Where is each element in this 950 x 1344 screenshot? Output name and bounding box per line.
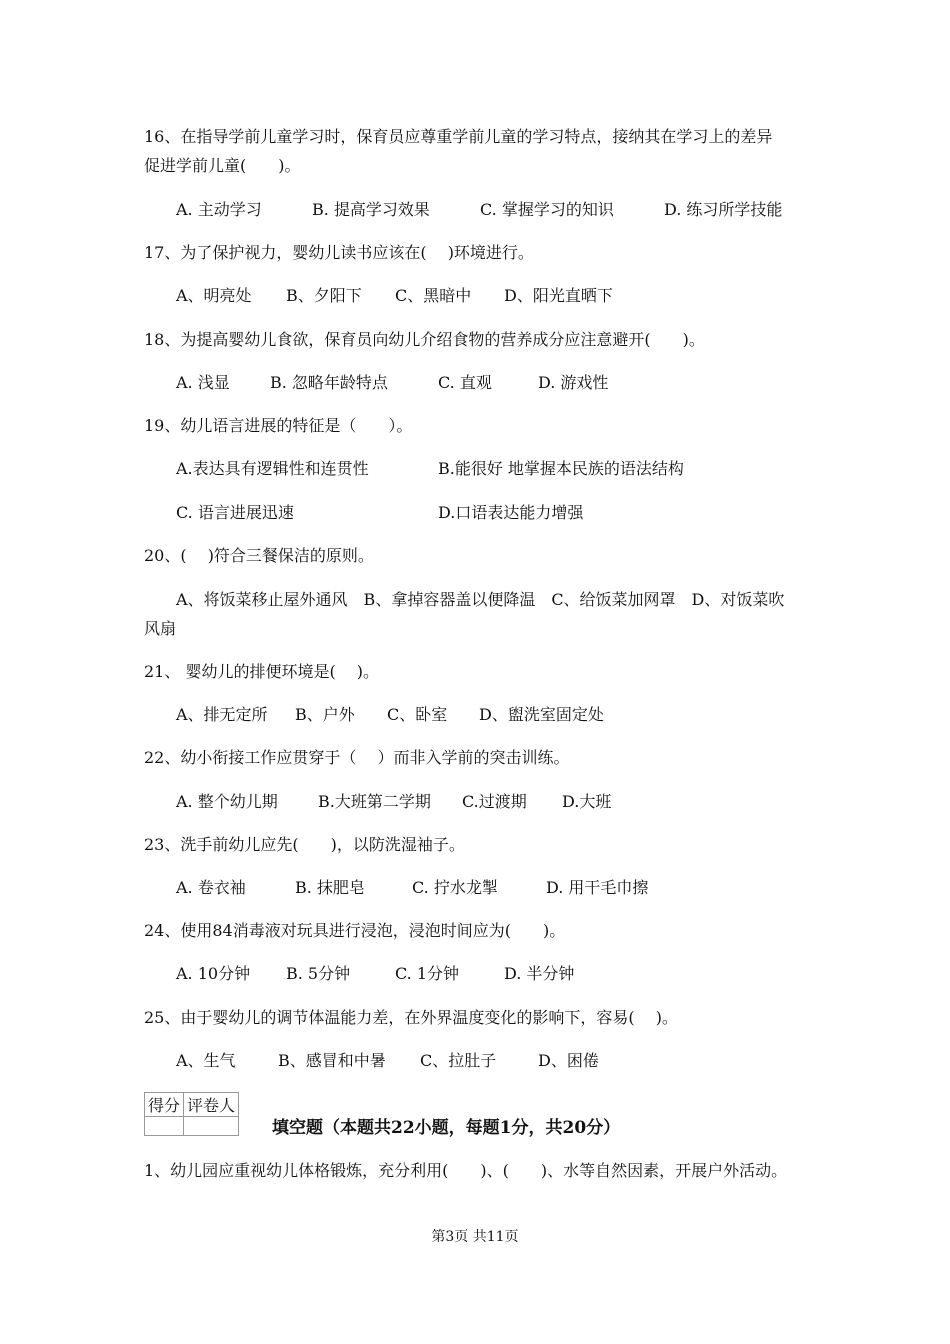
- question-21-option-c: C、卧室: [387, 705, 448, 724]
- question-25-option-d: D、困倦: [538, 1051, 599, 1070]
- question-17-option-c: C、黑暗中: [395, 286, 472, 305]
- question-19-option-a: A.表达具有逻辑性和连贯性: [176, 459, 369, 478]
- question-16-option-d: D. 练习所学技能: [664, 200, 783, 219]
- question-19-option-b: B.能很好 地掌握本民族的语法结构: [438, 459, 684, 478]
- question-18-option-a: A. 浅显: [176, 373, 230, 392]
- question-23-option-b: B. 抹肥皂: [295, 878, 365, 897]
- question-20-options: A、将饭菜移止屋外通风 B、拿掉容器盖以便降温 C、给饭菜加网罩 D、对饭菜吹: [176, 590, 785, 609]
- question-24-option-d: D. 半分钟: [504, 964, 575, 983]
- question-20-stem: 20、( )符合三餐保洁的原则。: [144, 546, 374, 565]
- question-21-option-b: B、户外: [295, 705, 355, 724]
- section-title: 填空题（本题共22小题，每题1分，共20分）: [272, 1118, 621, 1138]
- question-17-option-b: B、夕阳下: [286, 286, 362, 305]
- question-25-option-a: A、生气: [176, 1051, 236, 1070]
- question-16-option-c: C. 掌握学习的知识: [480, 200, 614, 219]
- question-24-option-a: A. 10分钟: [176, 964, 251, 983]
- page-footer: 第3页 共11页: [431, 1229, 519, 1245]
- question-18-stem: 18、为提高婴幼儿食欲，保育员向幼儿介绍食物的营养成分应注意避开( )。: [144, 330, 705, 349]
- question-22-option-b: B.大班第二学期: [318, 792, 431, 811]
- question-16-stem-line-2: 促进学前儿童( )。: [144, 156, 301, 175]
- grader-cell: [184, 1117, 239, 1136]
- question-23-option-a: A. 卷衣袖: [176, 878, 246, 897]
- score-header: 得分: [145, 1093, 184, 1117]
- question-19-option-c: C. 语言进展迅速: [176, 503, 294, 522]
- question-18-option-c: C. 直观: [438, 373, 492, 392]
- question-25-option-b: B、感冒和中暑: [278, 1051, 386, 1070]
- question-19-stem: 19、幼儿语言进展的特征是（ ）。: [144, 416, 413, 435]
- question-22-option-c: C.过渡期: [462, 792, 527, 811]
- question-18-option-d: D. 游戏性: [538, 373, 609, 392]
- question-22-option-d: D.大班: [562, 792, 612, 811]
- question-21-stem: 21、 婴幼儿的排便环境是( )。: [144, 662, 380, 681]
- question-24-option-c: C. 1分钟: [395, 964, 460, 983]
- question-24-stem: 24、使用84消毒液对玩具进行浸泡，浸泡时间应为( )。: [144, 921, 566, 940]
- question-19-option-d: D.口语表达能力增强: [438, 503, 584, 522]
- question-17-option-a: A、明亮处: [176, 286, 252, 305]
- question-25-option-c: C、拉肚子: [420, 1051, 497, 1070]
- question-16-stem-line-1: 16、在指导学前儿童学习时，保育员应尊重学前儿童的学习特点，接纳其在学习上的差异: [144, 127, 773, 146]
- fill-question-1: 1、幼儿园应重视幼儿体格锻炼，充分利用( )、( )、水等自然因素，开展户外活动。: [144, 1161, 788, 1180]
- question-23-option-c: C. 拧水龙掣: [412, 878, 498, 897]
- question-25-stem: 25、由于婴幼儿的调节体温能力差，在外界温度变化的影响下，容易( )。: [144, 1008, 678, 1027]
- score-table: [144, 1092, 239, 1136]
- question-21-option-a: A、排无定所: [176, 705, 268, 724]
- question-16-option-a: A. 主动学习: [176, 200, 262, 219]
- question-20-options-wrap: 风扇: [144, 619, 177, 638]
- question-24-option-b: B. 5分钟: [286, 964, 351, 983]
- question-23-option-d: D. 用干毛巾擦: [546, 878, 649, 897]
- question-17-stem: 17、为了保护视力，婴幼儿读书应该在( )环境进行。: [144, 243, 534, 262]
- grader-header: 评卷人: [184, 1093, 239, 1117]
- question-17-option-d: D、阳光直晒下: [504, 286, 613, 305]
- question-22-stem: 22、幼小衔接工作应贯穿于（ ）而非入学前的突击训练。: [144, 748, 570, 767]
- question-21-option-d: D、盥洗室固定处: [479, 705, 604, 724]
- score-cell: [145, 1117, 184, 1136]
- question-16-option-b: B. 提高学习效果: [312, 200, 430, 219]
- question-23-stem: 23、洗手前幼儿应先( )，以防洗湿袖子。: [144, 835, 465, 854]
- question-18-option-b: B. 忽略年龄特点: [270, 373, 388, 392]
- question-22-option-a: A. 整个幼儿期: [176, 792, 278, 811]
